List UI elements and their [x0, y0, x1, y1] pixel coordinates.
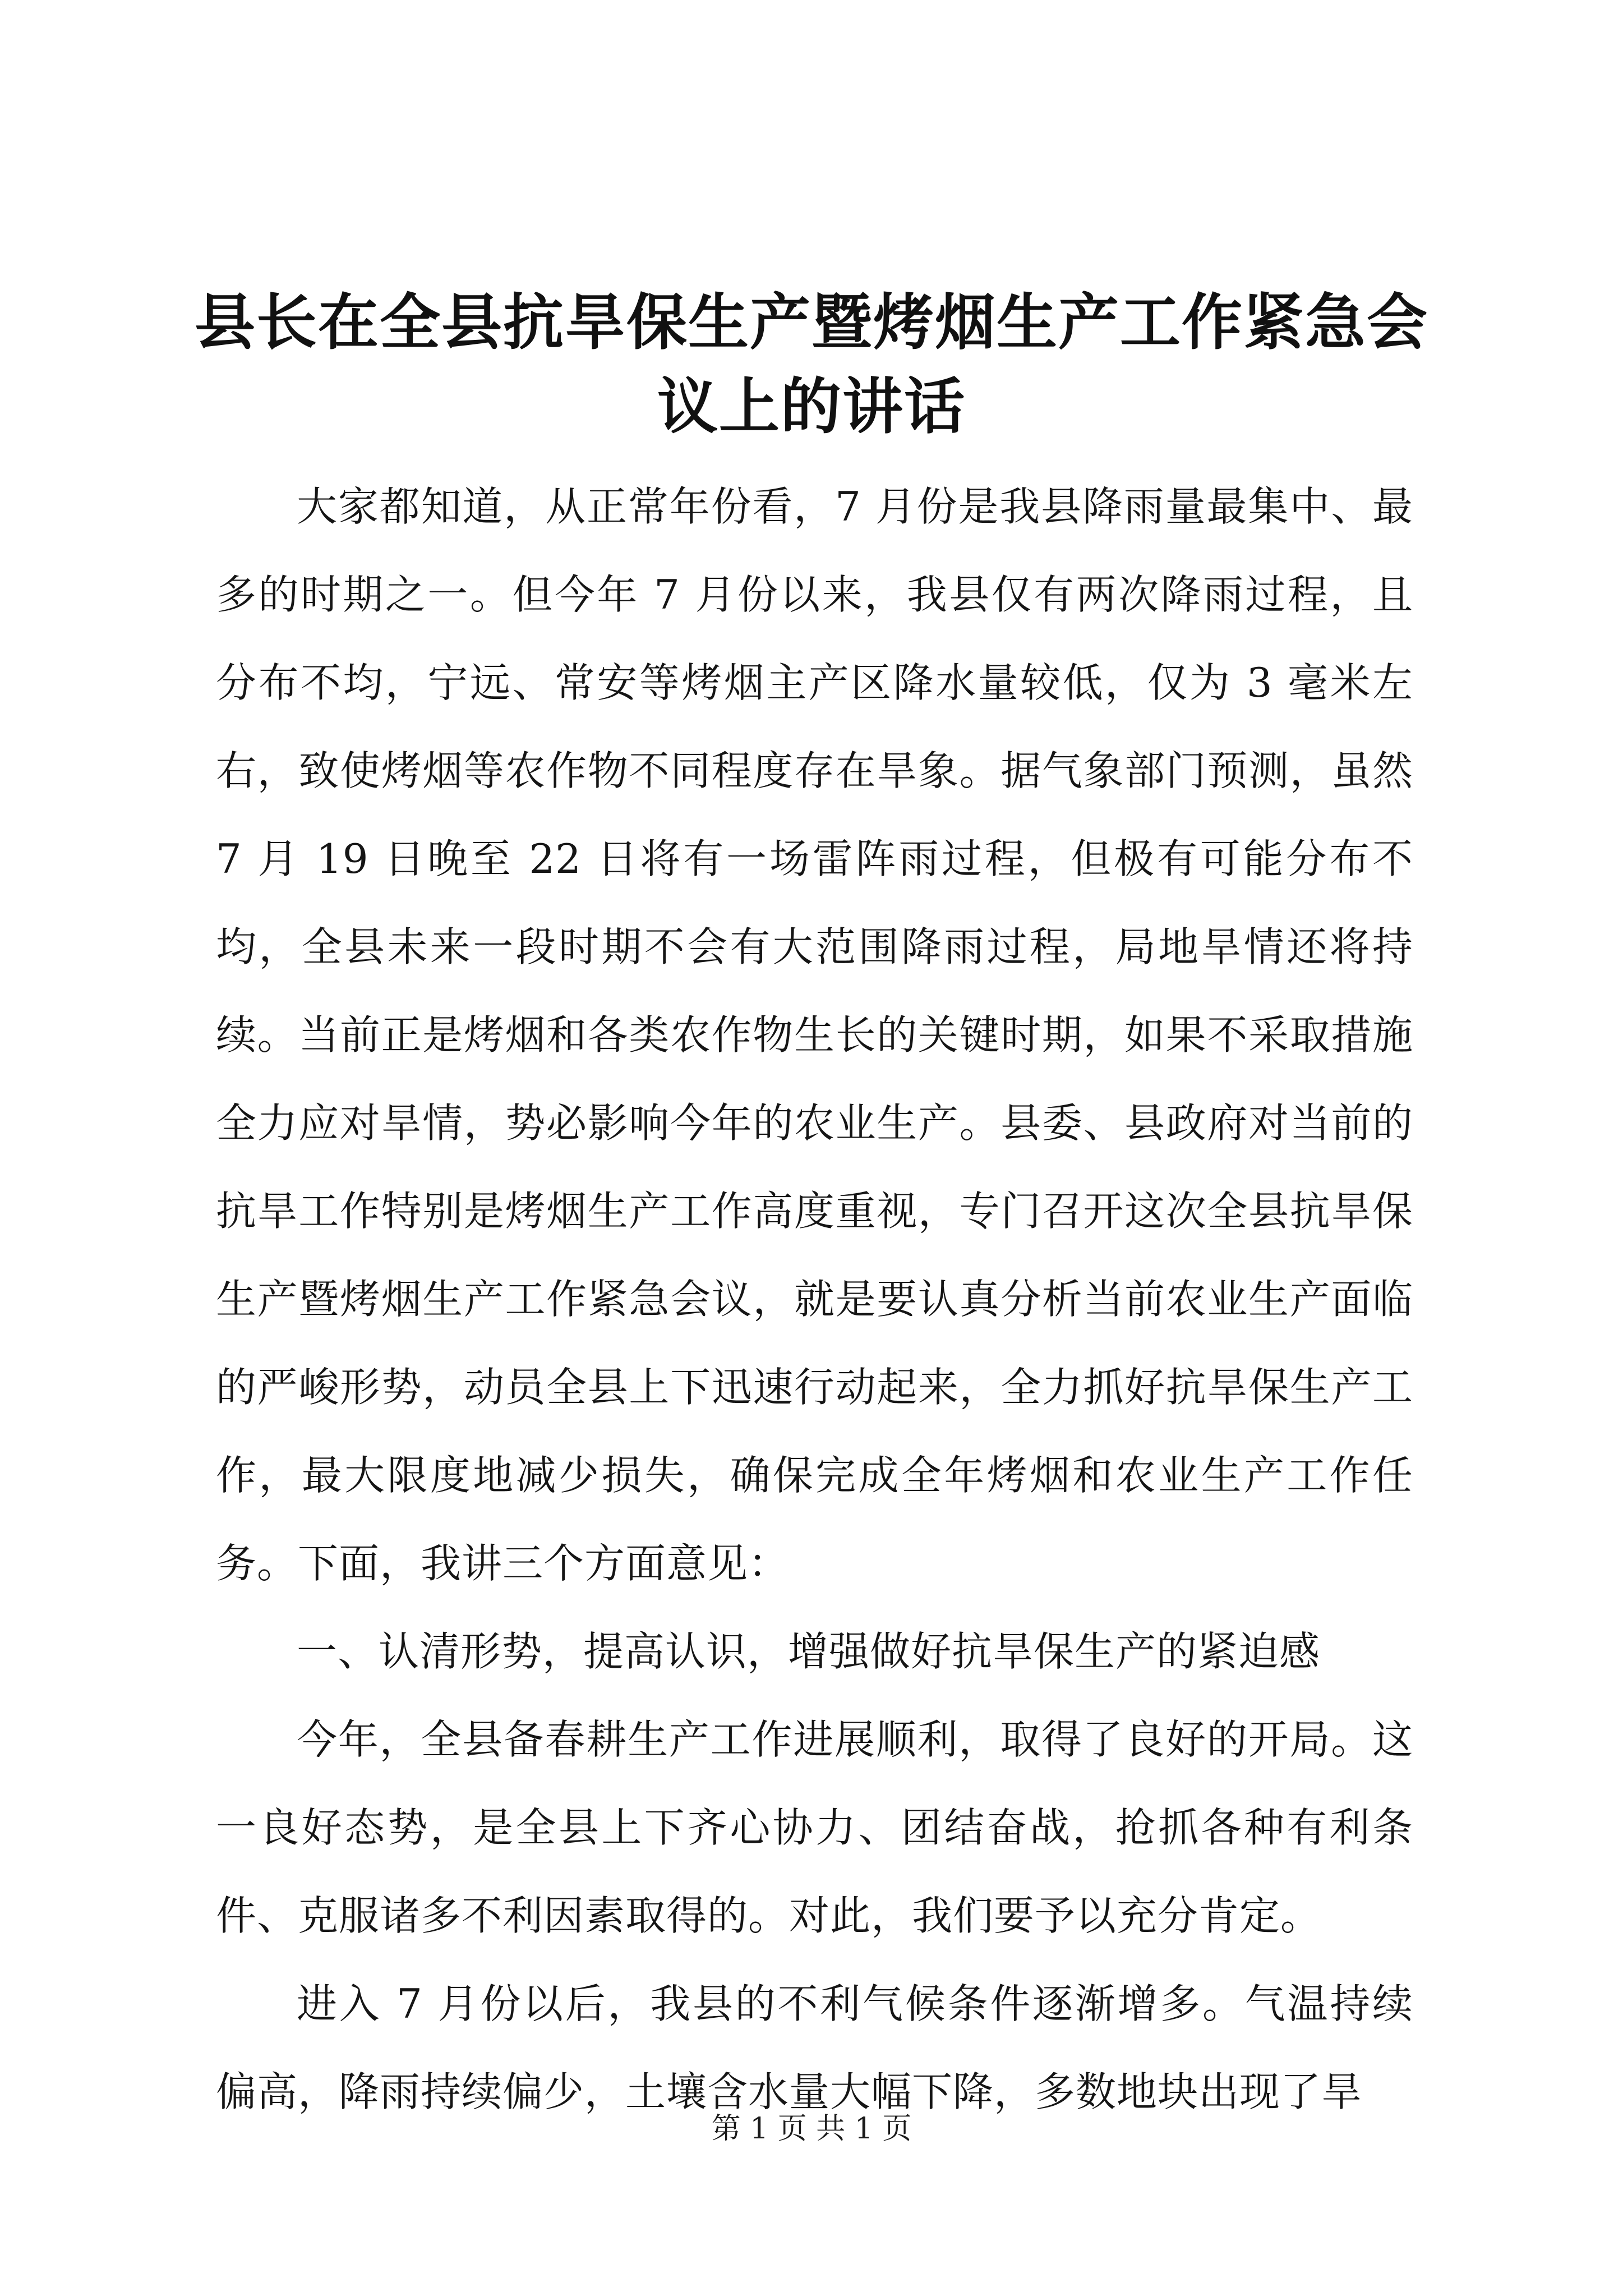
page-number-footer: 第 1 页 共 1 页 [711, 2112, 912, 2146]
section-heading-1: 一、认清形势，提高认识，增强做好抗旱保生产的紧迫感 [297, 1628, 1321, 1675]
title-line-2: 议上的讲话 [657, 371, 966, 442]
paragraph-spring-plowing: 今年，全县备春耕生产工作进展顺利，取得了良好的开局。这一良好态势，是全县上下齐心协力、团结奋战，抢抓各种有利条件、克服诸多不利因素取得的。对此，我们要予以充分肯定。 [216, 1716, 1413, 1939]
document-body [216, 463, 1413, 2136]
paragraph-intro: 大家都知道，从正常年份看，7 月份是我县降雨量最集中、最多的时期之一。但今年 7 月份以来，我县仅有两次降雨过程，且分布不均，宁远、常安等烤烟主产区降水量较低，仅为 3 毫米左右，致使烤烟等农作物不同程度存在旱象。据气象部门预测，虽然 7 月 19 日晚至 22 日将有一场雷阵雨过程，但极有可能分布不均，全县未来一段时期不会有大范围降雨过程，局地旱情还将持续。当前正是烤烟和各类农作物生长的关键时期，如果不采取措施全力应对旱情，势必影响今年的农业生产。县委、县政府对当前的抗旱工作特别是烤烟生产工作高度重视，专门召开这次全县抗旱保生产暨烤烟生产工作紧急会议，就是要认真分析当前农业生产面临的严峻形势，动员全县上下迅速行动起来，全力抓好抗旱保生产工作，最大限度地减少损失，确保完成全年烤烟和农业生产工作任务。下面，我讲三个方面意见： [216, 483, 1413, 1587]
document-title [185, 280, 1438, 449]
paragraph-july-weather: 进入 7 月份以后，我县的不利气候条件逐渐增多。气温持续偏高，降雨持续偏少，土壤含水量大幅下降，多数地块出现了旱 [216, 1980, 1413, 2115]
title-line-1: 县长在全县抗旱保生产暨烤烟生产工作紧急会 [194, 287, 1428, 358]
